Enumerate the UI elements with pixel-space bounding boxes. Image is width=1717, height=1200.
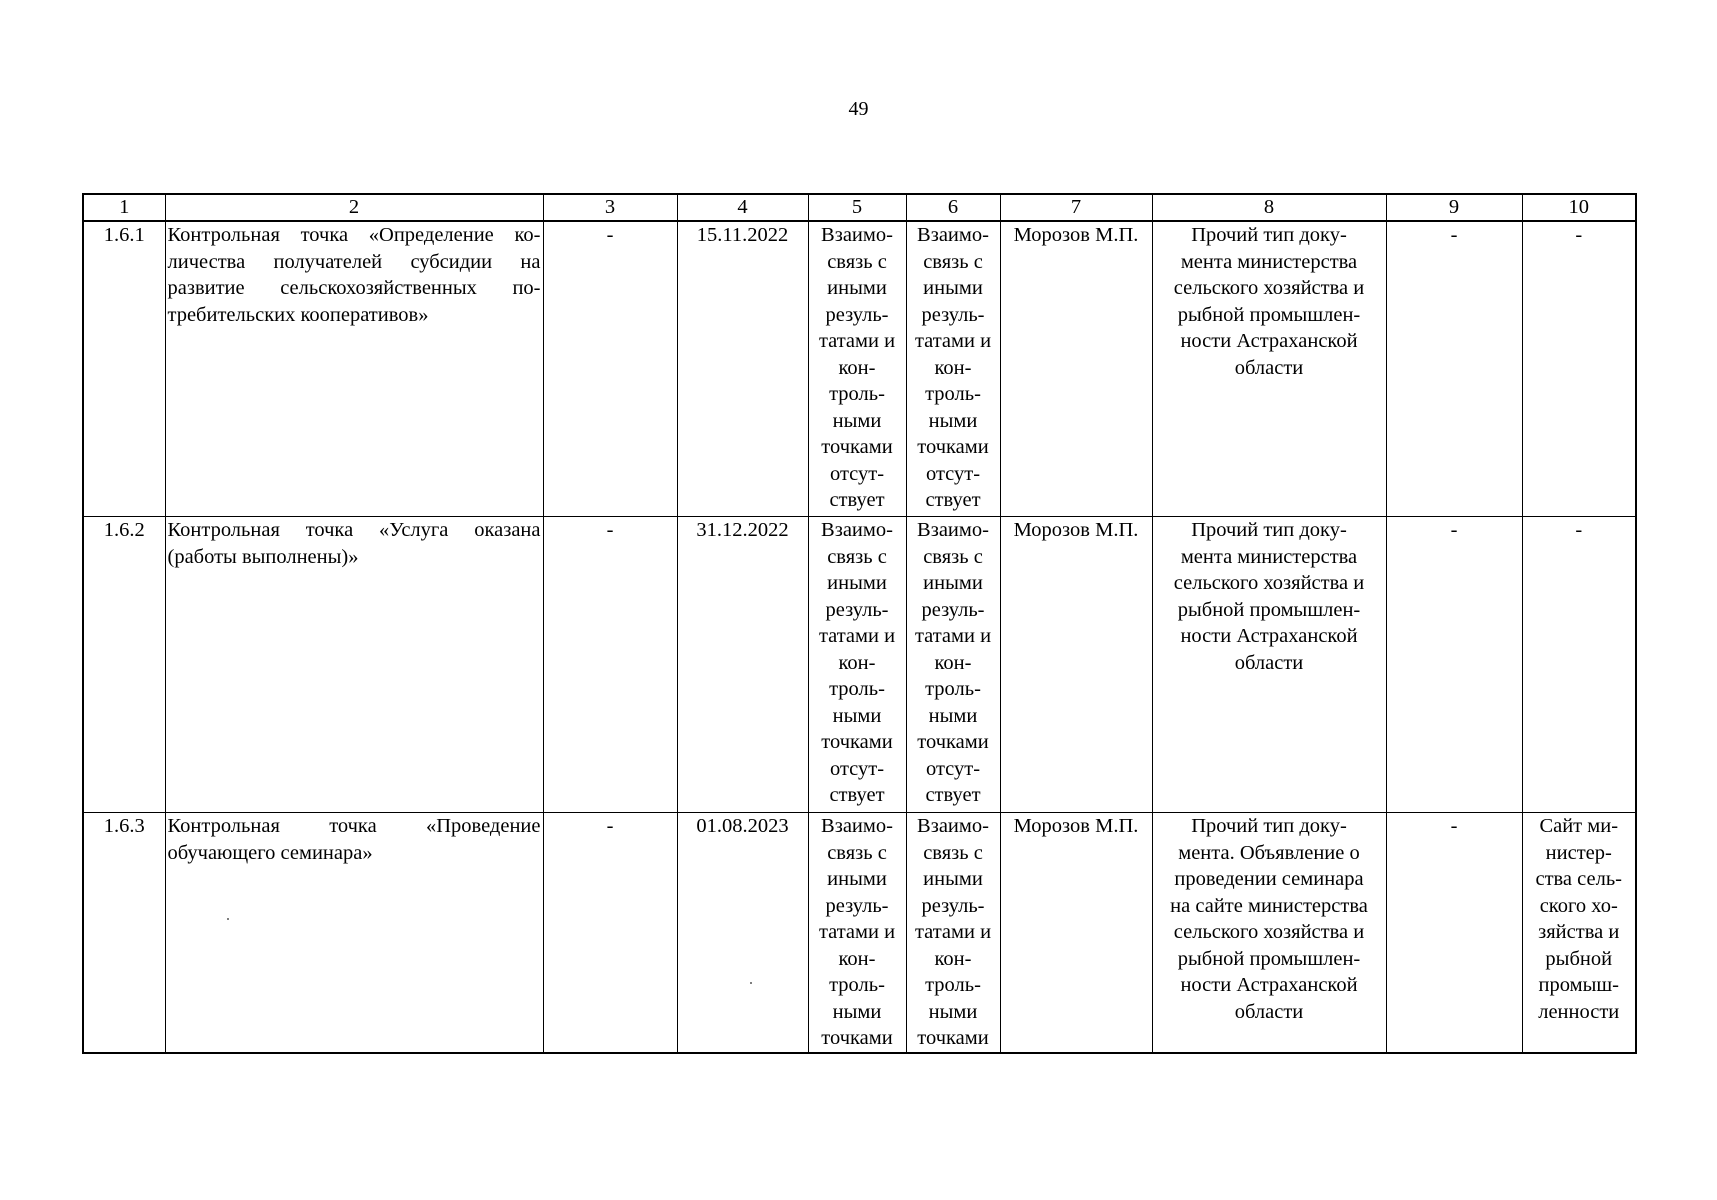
- relation-cell-col5: Взаимо- связь с иными резуль- татами и кон- троль- ными точками отсут- ствует: [808, 517, 906, 813]
- cell-col9: -: [1386, 517, 1522, 813]
- table-row: [83, 813, 1636, 1053]
- responsible-person: Морозов М.П.: [1000, 517, 1152, 813]
- header-cell: 8: [1152, 194, 1386, 221]
- cell-col10: Сайт ми- нистер- ства сель- ского хо- зяйства и рыбной промыш- ленности: [1522, 813, 1636, 1053]
- cell-col10: -: [1522, 517, 1636, 813]
- header-cell: 2: [165, 194, 543, 221]
- relation-cell-col6: Взаимо- связь с иными резуль- татами и кон- троль- ными точками отсут- ствует: [906, 221, 1000, 517]
- cell-col3: -: [543, 813, 677, 1053]
- row-number: 1.6.2: [83, 517, 165, 813]
- cell-col9: -: [1386, 813, 1522, 1053]
- cell-col3: -: [543, 221, 677, 517]
- page-number: 49: [848, 98, 869, 120]
- due-date: 31.12.2022: [677, 517, 808, 813]
- header-cell: 1: [83, 194, 165, 221]
- relation-cell-col6: Взаимо- связь с иными резуль- татами и кон- троль- ными точками: [906, 813, 1000, 1053]
- cell-col10: -: [1522, 221, 1636, 517]
- relation-cell-col6: Взаимо- связь с иными резуль- татами и кон- троль- ными точками отсут- ствует: [906, 517, 1000, 813]
- header-cell: 9: [1386, 194, 1522, 221]
- relation-cell-col5: Взаимо- связь с иными резуль- татами и кон- троль- ными точками: [808, 813, 906, 1053]
- header-cell: 3: [543, 194, 677, 221]
- document-type: Прочий тип доку- мента министерства сельского хозяйства и рыбной промышлен- ности Астраханской области: [1152, 517, 1386, 813]
- header-cell: 4: [677, 194, 808, 221]
- cell-col9: -: [1386, 221, 1522, 517]
- header-cell: 6: [906, 194, 1000, 221]
- row-number: 1.6.3: [83, 813, 165, 1053]
- table-row: [83, 517, 1636, 813]
- control-point-name: Контрольная точка «Определение ко-личества получателей субсидии на развитие сельскохозяйственных по-требительских кооперативов»: [165, 221, 543, 517]
- control-point-name: Контрольная точка «Проведение обучающего семинара»: [165, 813, 543, 1053]
- table-header-row: [83, 194, 1636, 221]
- control-points-table: [82, 193, 1637, 1054]
- cell-col3: -: [543, 517, 677, 813]
- document-type: Прочий тип доку- мента министерства сельского хозяйства и рыбной промышлен- ности Астраханской области: [1152, 221, 1386, 517]
- scan-speck: [750, 982, 752, 984]
- responsible-person: Морозов М.П.: [1000, 221, 1152, 517]
- header-cell: 10: [1522, 194, 1636, 221]
- due-date: 01.08.2023: [677, 813, 808, 1053]
- relation-cell-col5: Взаимо- связь с иными резуль- татами и кон- троль- ными точками отсут- ствует: [808, 221, 906, 517]
- table-row: [83, 221, 1636, 517]
- due-date: 15.11.2022: [677, 221, 808, 517]
- row-number: 1.6.1: [83, 221, 165, 517]
- header-cell: 7: [1000, 194, 1152, 221]
- control-point-name: Контрольная точка «Услуга оказана (работы выполнены)»: [165, 517, 543, 813]
- document-type: Прочий тип доку- мента. Объявление о проведении семинара на сайте министерства сельского хозяйства и рыбной промышлен- ности Астраханской области: [1152, 813, 1386, 1053]
- scan-speck: [227, 918, 229, 920]
- header-cell: 5: [808, 194, 906, 221]
- responsible-person: Морозов М.П.: [1000, 813, 1152, 1053]
